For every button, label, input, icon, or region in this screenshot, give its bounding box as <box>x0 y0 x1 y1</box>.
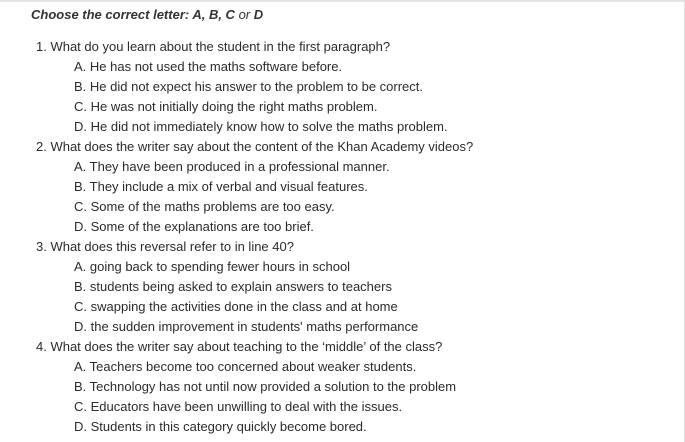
option-d: D. Students in this category quickly become bored. <box>74 419 367 434</box>
option-b: B. They include a mix of verbal and visual features. <box>74 179 368 194</box>
question-prompt: 3. What does this reversal refer to in line 40? <box>36 239 294 254</box>
option-a: A. They have been produced in a professional manner. <box>74 159 390 174</box>
option-c: C. swapping the activities done in the class and at home <box>74 299 398 314</box>
option-d: D. the sudden improvement in students' maths performance <box>74 319 419 334</box>
option-c: C. Educators have been unwilling to deal with the issues. <box>74 399 403 414</box>
option-b: B. students being asked to explain answers to teachers <box>74 279 392 294</box>
option-a: A. Teachers become too concerned about weaker students. <box>74 359 417 374</box>
option-a: A. going back to spending fewer hours in school <box>74 259 351 274</box>
question-4 <box>36 337 473 437</box>
instruction-last: D <box>253 7 264 22</box>
instruction-lead: Choose the correct letter: A, B, C <box>31 7 235 22</box>
question-1 <box>36 37 473 137</box>
option-a: A. He has not used the maths software before. <box>74 59 343 74</box>
option-b: B. Technology has not until now provided a solution to the problem <box>74 379 457 394</box>
option-d: D. He did not immediately know how to solve the maths problem. <box>74 119 448 134</box>
question-prompt: 1. What do you learn about the student in the first paragraph? <box>36 39 391 54</box>
option-b: B. He did not expect his answer to the problem to be correct. <box>74 79 424 94</box>
option-c: C. Some of the maths problems are too easy. <box>74 199 335 214</box>
question-prompt: 2. What does the writer say about the content of the Khan Academy videos? <box>36 139 474 154</box>
question-list <box>36 37 473 437</box>
question-prompt: 4. What does the writer say about teaching to the ‘middle’ of the class? <box>36 339 443 354</box>
question-3 <box>36 237 473 337</box>
instruction-text <box>31 7 263 22</box>
instruction-connector: or <box>238 7 251 22</box>
option-d: D. Some of the explanations are too brief. <box>74 219 314 234</box>
top-divider <box>0 0 685 2</box>
question-2 <box>36 137 473 237</box>
option-c: C. He was not initially doing the right maths problem. <box>74 99 378 114</box>
